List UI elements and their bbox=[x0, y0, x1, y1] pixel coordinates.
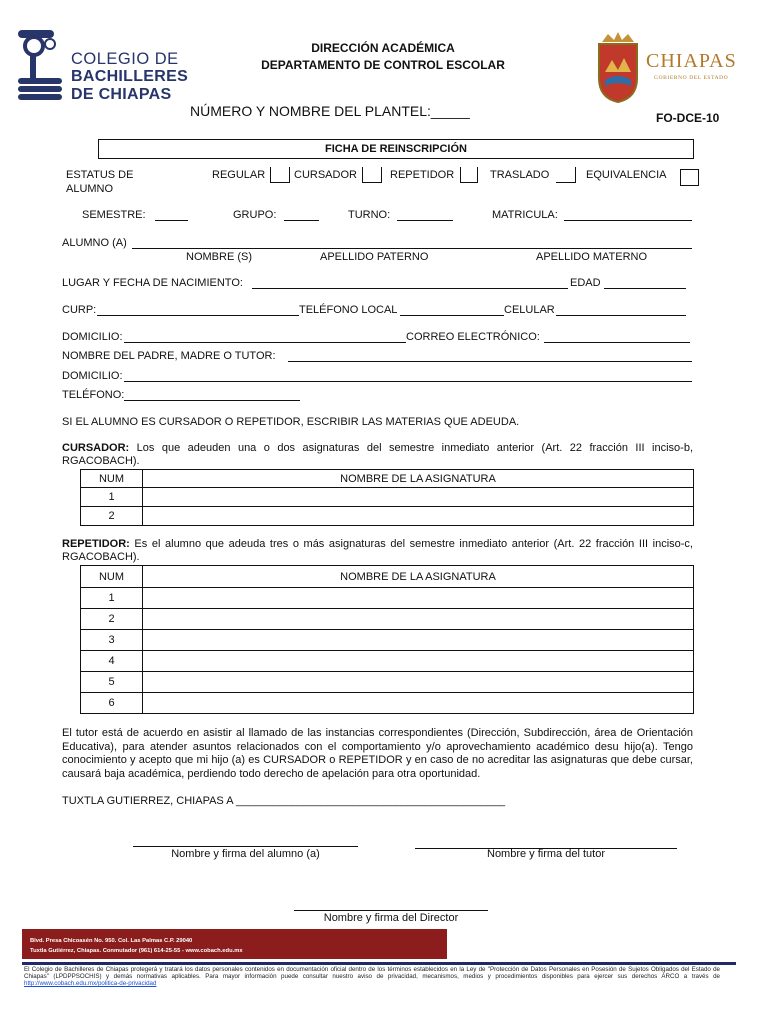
table-row[interactable] bbox=[81, 630, 694, 651]
matricula-field[interactable] bbox=[564, 208, 692, 221]
table-row[interactable] bbox=[81, 609, 694, 630]
row-num: 3 bbox=[81, 630, 143, 651]
semestre-label: SEMESTRE: bbox=[82, 209, 146, 221]
asignatura-cell[interactable] bbox=[143, 693, 694, 714]
footer-rule bbox=[22, 962, 736, 965]
row-num: 1 bbox=[81, 588, 143, 609]
correo-label: CORREO ELECTRÓNICO: bbox=[406, 331, 540, 343]
asignatura-cell[interactable] bbox=[143, 488, 694, 507]
estatus-equivalencia-checkbox[interactable] bbox=[680, 169, 699, 186]
col-num-header: NUM bbox=[81, 566, 143, 588]
col-num-header: NUM bbox=[81, 470, 143, 488]
estatus-regular-checkbox[interactable] bbox=[270, 167, 290, 183]
form-title: FICHA DE REINSCRIPCIÓN bbox=[98, 139, 694, 159]
asignatura-cell[interactable] bbox=[143, 672, 694, 693]
firma-alumno-line[interactable] bbox=[133, 846, 358, 847]
domicilio-label: DOMICILIO: bbox=[62, 331, 123, 343]
turno-field[interactable] bbox=[397, 208, 453, 221]
domicilio-tutor-field[interactable] bbox=[124, 369, 692, 382]
edad-field[interactable] bbox=[604, 276, 686, 289]
cursador-table bbox=[80, 469, 694, 526]
lugar-field[interactable] bbox=[252, 276, 568, 289]
header-departamento: DEPARTAMENTO DE CONTROL ESCOLAR bbox=[261, 58, 505, 72]
telefono-local-label: TELÉFONO LOCAL bbox=[299, 304, 398, 316]
table-row[interactable] bbox=[81, 651, 694, 672]
estatus-repetidor-label: REPETIDOR bbox=[390, 169, 455, 181]
celular-label: CELULAR bbox=[504, 304, 555, 316]
tutor-field[interactable] bbox=[288, 349, 692, 362]
table-header-row bbox=[81, 566, 694, 588]
asignatura-cell[interactable] bbox=[143, 651, 694, 672]
logo-line-2: BACHILLERES bbox=[71, 68, 189, 85]
domicilio-tutor-label: DOMICILIO: bbox=[62, 370, 123, 382]
estatus-traslado-checkbox[interactable] bbox=[556, 167, 576, 183]
correo-field[interactable] bbox=[544, 330, 690, 343]
curp-field[interactable] bbox=[97, 303, 299, 316]
row-num: 4 bbox=[81, 651, 143, 672]
logo-line-1: COLEGIO DE bbox=[71, 50, 179, 68]
estatus-cursador-label: CURSADOR bbox=[294, 169, 357, 181]
paterno-caption: APELLIDO PATERNO bbox=[320, 251, 429, 263]
materias-intro: SI EL ALUMNO ES CURSADOR O REPETIDOR, ESCRIBIR LAS MATERIAS QUE ADEUDA. bbox=[62, 416, 520, 428]
firma-tutor-caption: Nombre y firma del tutor bbox=[487, 848, 605, 860]
telefono-label: TELÉFONO: bbox=[62, 389, 125, 401]
telefono-field[interactable] bbox=[124, 388, 300, 401]
repetidor-text: Es el alumno que adeuda tres o más asignaturas del semestre inmediato anterior (Art. 22 fracción III inciso-c, RGACOBACH). bbox=[62, 538, 693, 563]
footer-address-2: Tuxtla Gutiérrez, Chiapas. Conmutador (961) 614-25-55 - www.cobach.edu.mx bbox=[30, 947, 243, 954]
repetidor-label: REPETIDOR: bbox=[62, 538, 130, 550]
domicilio-field[interactable] bbox=[124, 330, 406, 343]
header-direccion: DIRECCIÓN ACADÉMICA bbox=[311, 41, 455, 55]
matricula-label: MATRICULA: bbox=[492, 209, 558, 221]
asignatura-cell[interactable] bbox=[143, 507, 694, 526]
table-row[interactable] bbox=[81, 588, 694, 609]
tutor-label: NOMBRE DEL PADRE, MADRE O TUTOR: bbox=[62, 350, 276, 362]
alumno-label: ALUMNO (A) bbox=[62, 237, 127, 249]
grupo-label: GRUPO: bbox=[233, 209, 277, 221]
repetidor-table bbox=[80, 565, 694, 714]
row-num: 2 bbox=[81, 609, 143, 630]
firma-alumno-caption: Nombre y firma del alumno (a) bbox=[171, 848, 320, 860]
edad-label: EDAD bbox=[570, 277, 601, 289]
table-row[interactable] bbox=[81, 672, 694, 693]
chiapas-logo bbox=[596, 32, 746, 106]
col-name-header: NOMBRE DE LA ASIGNATURA bbox=[143, 470, 694, 488]
table-row[interactable] bbox=[81, 507, 694, 526]
acuerdo-paragraph: El tutor está de acuerdo en asistir al llamado de las instancias correspondientes (Dirección, Subdirección, área de Orientación Educativa), para atender asuntos relacionados con el comportamiento y/o aprovechamiento académico desu hijo(a). Tengo conocimiento y acepto que mi hijo (a) es CURSADOR o REPETIDOR y en caso de no acreditar las asignaturas que debe cursar, causará baja académica, perdiendo todo derecho de apelación para otra oportunidad. bbox=[62, 727, 693, 780]
materno-caption: APELLIDO MATERNO bbox=[536, 251, 648, 263]
cobach-emblem-icon bbox=[16, 28, 66, 102]
curp-label: CURP: bbox=[62, 304, 97, 316]
chiapas-tagline: GOBIERNO DEL ESTADO bbox=[654, 75, 729, 81]
estatus-traslado-label: TRASLADO bbox=[490, 169, 550, 181]
row-num: 1 bbox=[81, 488, 143, 507]
chiapas-name: CHIAPAS bbox=[646, 50, 737, 72]
estatus-cursador-checkbox[interactable] bbox=[362, 167, 382, 183]
asignatura-cell[interactable] bbox=[143, 609, 694, 630]
asignatura-cell[interactable] bbox=[143, 588, 694, 609]
asignatura-cell[interactable] bbox=[143, 630, 694, 651]
table-row[interactable] bbox=[81, 693, 694, 714]
lugar-fecha: TUXTLA GUTIERREZ, CHIAPAS A ____________________________________________ bbox=[62, 795, 506, 807]
footer-address-1: Blvd. Presa Chicoasén No. 950. Col. Las Palmas C.P. 29040 bbox=[30, 938, 193, 944]
celular-field[interactable] bbox=[556, 303, 686, 316]
firma-director-caption: Nombre y firma del Director bbox=[323, 912, 459, 924]
estatus-regular-label: REGULAR bbox=[212, 169, 266, 181]
cobach-logo bbox=[16, 28, 196, 104]
estatus-label: ESTATUS DE ALUMNO bbox=[66, 169, 134, 195]
semestre-field[interactable] bbox=[155, 208, 188, 221]
privacy-link[interactable]: http://www.cobach.edu.mx/politica-de-privacidad bbox=[24, 980, 157, 987]
alumno-field[interactable] bbox=[132, 236, 692, 249]
footer-privacy-text: El Colegio de Bachilleres de Chiapas protegerá y tratará los datos personales contenidos en documentación oficial dentro de los términos establecidos en la Ley de "Protección de Datos Personales en Posesión de Sujetos Obligados del Estado de Chiapas" (LPDPPSOCHIS) y demás normativas aplicables. Para mayor información puede consultar nuestro aviso de privacidad, mecanismos, medios y procedimientos disponibles para ejercer sus derechos ARCO a través de bbox=[24, 966, 720, 980]
form-code: FO-DCE-10 bbox=[656, 111, 720, 125]
grupo-field[interactable] bbox=[284, 208, 319, 221]
col-name-header: NOMBRE DE LA ASIGNATURA bbox=[143, 566, 694, 588]
row-num: 6 bbox=[81, 693, 143, 714]
footer-privacy bbox=[24, 966, 720, 987]
estatus-repetidor-checkbox[interactable] bbox=[460, 167, 478, 183]
turno-label: TURNO: bbox=[348, 209, 391, 221]
firma-director-line[interactable] bbox=[294, 910, 488, 911]
lugar-label: LUGAR Y FECHA DE NACIMIENTO: bbox=[62, 277, 243, 289]
footer-address-bar bbox=[22, 929, 447, 959]
cursador-label: CURSADOR: bbox=[62, 442, 130, 454]
row-num: 5 bbox=[81, 672, 143, 693]
row-num: 2 bbox=[81, 507, 143, 526]
telefono-local-field[interactable] bbox=[400, 303, 504, 316]
cursador-text: Los que adeuden una o dos asignaturas del semestre inmediato anterior (Art. 22 fracción III inciso-b, RGACOBACH). bbox=[62, 442, 693, 467]
estatus-equivalencia-label: EQUIVALENCIA bbox=[586, 169, 667, 181]
cursador-description bbox=[62, 442, 693, 468]
logo-line-3: DE CHIAPAS bbox=[71, 86, 172, 103]
plantel-label: NÚMERO Y NOMBRE DEL PLANTEL:_____ bbox=[190, 103, 470, 119]
chiapas-shield-icon bbox=[596, 32, 640, 104]
repetidor-description bbox=[62, 538, 693, 564]
nombres-caption: NOMBRE (S) bbox=[186, 251, 252, 263]
table-row[interactable] bbox=[81, 488, 694, 507]
table-header-row bbox=[81, 470, 694, 488]
